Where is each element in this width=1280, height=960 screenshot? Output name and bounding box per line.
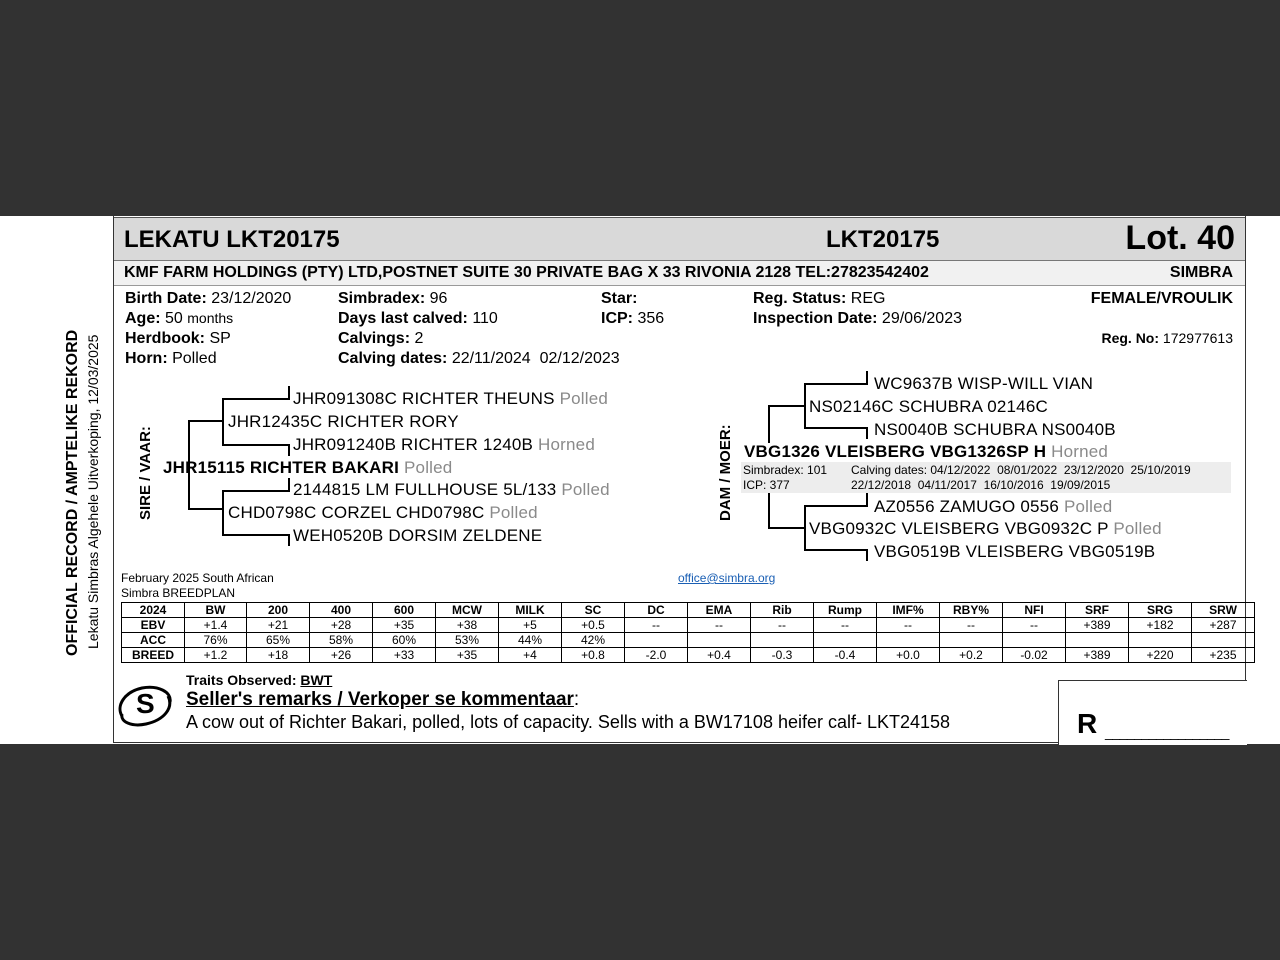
ebv-row-label: EBV — [122, 618, 185, 633]
ebv-cell: +33 — [373, 648, 436, 663]
ebv-header-cell: MCW — [436, 603, 499, 618]
official-record-label: OFFICIAL RECORD / AMPTELIKE REKORD — [64, 329, 81, 656]
ebv-header-cell: 600 — [373, 603, 436, 618]
ebv-cell: 60% — [373, 633, 436, 648]
dam-simbradex: Simbradex: 101 — [743, 463, 828, 477]
star: Star: — [601, 290, 638, 307]
dam-icp: ICP: 377 — [743, 478, 790, 492]
ebv-cell: -0.3 — [751, 648, 814, 663]
ebv-cell: +5 — [499, 618, 562, 633]
logo-letter: S — [136, 688, 155, 719]
reg-number: Reg. No: 172977613 — [1101, 330, 1233, 346]
ebv-header-cell: SRF — [1066, 603, 1129, 618]
sire-side-label: SIRE / VAAR: — [137, 426, 154, 520]
animal-code: LKT20175 — [826, 226, 940, 253]
sire-dam: CHD0798C CORZEL CHD0798C Polled — [228, 503, 538, 522]
ebv-cell: -- — [877, 618, 940, 633]
owner-bar — [114, 261, 1245, 286]
ebv-header-cell: Rump — [814, 603, 877, 618]
email-link[interactable]: office@simbra.org — [678, 571, 776, 585]
ebv-header-cell: 400 — [310, 603, 373, 618]
ebv-header-cell: NFI — [1003, 603, 1066, 618]
ebv-cell: +235 — [1192, 648, 1255, 663]
ebv-cell: +26 — [310, 648, 373, 663]
ebv-cell — [1129, 633, 1192, 648]
ebv-header-cell: SRW — [1192, 603, 1255, 618]
ebv-cell: 76% — [185, 633, 247, 648]
owner-line: KMF FARM HOLDINGS (PTY) LTD,POSTNET SUITE 30 PRIVATE BAG X 33 RIVONIA 2128 TEL:27823542402 — [124, 264, 929, 281]
sire-dam-dam: WEH0520B DORSIM ZELDENE — [293, 526, 543, 545]
breedplan-line2: Simbra BREEDPLAN — [121, 586, 236, 600]
horn-status: Horn: Polled — [125, 350, 217, 367]
calving-dates: Calving dates: 22/11/2024 02/12/2023 — [338, 350, 620, 367]
ebv-cell: 44% — [499, 633, 562, 648]
dam-name: VBG1326 VLEISBERG VBG1326SP H Horned — [744, 442, 1109, 461]
price-blank: _________________ — [1105, 724, 1229, 740]
ebv-cell — [688, 633, 751, 648]
ebv-cell — [1003, 633, 1066, 648]
ebv-cell: +1.4 — [185, 618, 247, 633]
sire-sire: JHR12435C RICHTER RORY — [228, 412, 459, 431]
ebv-header-cell: MILK — [499, 603, 562, 618]
ebv-cell: 42% — [562, 633, 625, 648]
remarks-heading: Seller's remarks / Verkoper se kommentaar: — [186, 689, 580, 710]
dam-sire: NS02146C SCHUBRA 02146C — [809, 397, 1048, 416]
animal-title: LEKATU LKT20175 — [124, 226, 340, 253]
ebv-header-cell: SRG — [1129, 603, 1192, 618]
ebv-cell: +1.2 — [185, 648, 247, 663]
ebv-cell: +0.5 — [562, 618, 625, 633]
ebv-header-cell: DC — [625, 603, 688, 618]
ebv-cell — [751, 633, 814, 648]
sale-caption: Lekatu Simbras Algehele Uitverkoping, 12/03/2025 — [85, 334, 101, 649]
ebv-cell: -- — [1003, 618, 1066, 633]
dam-dam: VBG0932C VLEISBERG VBG0932C P Polled — [809, 519, 1162, 538]
ebv-cell: -0.4 — [814, 648, 877, 663]
ebv-cell: -- — [940, 618, 1003, 633]
simbradex: Simbradex: 96 — [338, 290, 448, 307]
ebv-row — [122, 648, 1255, 663]
breedplan-line1: February 2025 South African — [121, 571, 274, 585]
sire-dam-sire: 2144815 LM FULLHOUSE 5L/133 Polled — [293, 480, 610, 499]
ebv-cell: +0.2 — [940, 648, 1003, 663]
ebv-cell: -- — [688, 618, 751, 633]
remarks-text: A cow out of Richter Bakari, polled, lots of capacity. Sells with a BW17108 heifer calf- LKT24158 — [186, 712, 951, 732]
dam-calving-dates-2: 22/12/2018 04/11/2017 16/10/2016 19/09/2015 — [851, 478, 1111, 492]
simbra-logo — [114, 680, 176, 730]
price-label: R — [1077, 708, 1098, 739]
price-box[interactable] — [1058, 680, 1247, 745]
ebv-cell: +182 — [1129, 618, 1192, 633]
ebv-cell: 58% — [310, 633, 373, 648]
ebv-header-cell: 2024 — [122, 603, 185, 618]
ebv-cell: +220 — [1129, 648, 1192, 663]
dam-dam-dam: VBG0519B VLEISBERG VBG0519B — [874, 542, 1156, 561]
ebv-cell — [814, 633, 877, 648]
dam-side-label: DAM / MOER: — [717, 424, 734, 521]
breed-name: SIMBRA — [1169, 264, 1233, 281]
ebv-cell — [1066, 633, 1129, 648]
ebv-row — [122, 633, 1255, 648]
birth-date: Birth Date: 23/12/2020 — [125, 290, 292, 307]
icp: ICP: 356 — [601, 310, 665, 327]
ebv-cell: -- — [625, 618, 688, 633]
ebv-cell: +38 — [436, 618, 499, 633]
ebv-header-cell: RBY% — [940, 603, 1003, 618]
traits-observed: Traits Observed: BWT — [186, 672, 333, 688]
ebv-header-cell: BW — [185, 603, 247, 618]
sire-sire-sire: JHR091308C RICHTER THEUNS Polled — [293, 389, 609, 408]
ebv-cell: -2.0 — [625, 648, 688, 663]
ebv-cell — [625, 633, 688, 648]
ebv-cell: +21 — [247, 618, 310, 633]
ebv-header-cell: EMA — [688, 603, 751, 618]
simbra-logo-icon — [114, 680, 176, 730]
ebv-cell: +0.4 — [688, 648, 751, 663]
ebv-cell: +0.0 — [877, 648, 940, 663]
days-last-calved: Days last calved: 110 — [338, 310, 498, 327]
ebv-header-row — [122, 603, 1255, 618]
ebv-cell — [1192, 633, 1255, 648]
dam-sire-sire: WC9637B WISP-WILL VIAN — [874, 374, 1094, 393]
herdbook: Herdbook: SP — [125, 330, 231, 347]
ebv-cell — [940, 633, 1003, 648]
calvings: Calvings: 2 — [338, 330, 424, 347]
sex: FEMALE/VROULIK — [1090, 290, 1233, 307]
dam-info-box — [741, 462, 1231, 493]
ebv-header-cell: Rib — [751, 603, 814, 618]
sire-name: JHR15115 RICHTER BAKARI Polled — [163, 458, 453, 477]
ebv-header-cell: IMF% — [877, 603, 940, 618]
ebv-cell: +287 — [1192, 618, 1255, 633]
ebv-cell: -0.02 — [1003, 648, 1066, 663]
lot-number: Lot. 40 — [1125, 219, 1235, 257]
ebv-cell: +389 — [1066, 618, 1129, 633]
ebv-table — [121, 602, 1255, 663]
ebv-header-cell: SC — [562, 603, 625, 618]
header-bar — [114, 217, 1245, 261]
age: Age: 50 months — [125, 310, 234, 327]
ebv-cell: +35 — [436, 648, 499, 663]
reg-status: Reg. Status: REG — [753, 290, 886, 307]
ebv-cell: +4 — [499, 648, 562, 663]
ebv-cell: +389 — [1066, 648, 1129, 663]
inspection-date: Inspection Date: 29/06/2023 — [753, 310, 962, 327]
ebv-row-label: ACC — [122, 633, 185, 648]
dam-calving-dates: Calving dates: 04/12/2022 08/01/2022 23/12/2020 25/10/2019 — [851, 463, 1191, 477]
ebv-cell: +0.8 — [562, 648, 625, 663]
ebv-cell: +18 — [247, 648, 310, 663]
ebv-header-cell: 200 — [247, 603, 310, 618]
ebv-row — [122, 618, 1255, 633]
ebv-cell: -- — [751, 618, 814, 633]
ebv-cell: +28 — [310, 618, 373, 633]
dam-dam-sire: AZ0556 ZAMUGO 0556 Polled — [874, 497, 1113, 516]
ebv-cell: -- — [814, 618, 877, 633]
ebv-cell: 53% — [436, 633, 499, 648]
dam-sire-dam: NS0040B SCHUBRA NS0040B — [874, 420, 1116, 439]
ebv-cell: +35 — [373, 618, 436, 633]
sire-sire-dam: JHR091240B RICHTER 1240B Horned — [293, 435, 595, 454]
ebv-cell: 65% — [247, 633, 310, 648]
ebv-cell — [877, 633, 940, 648]
ebv-row-label: BREED — [122, 648, 185, 663]
